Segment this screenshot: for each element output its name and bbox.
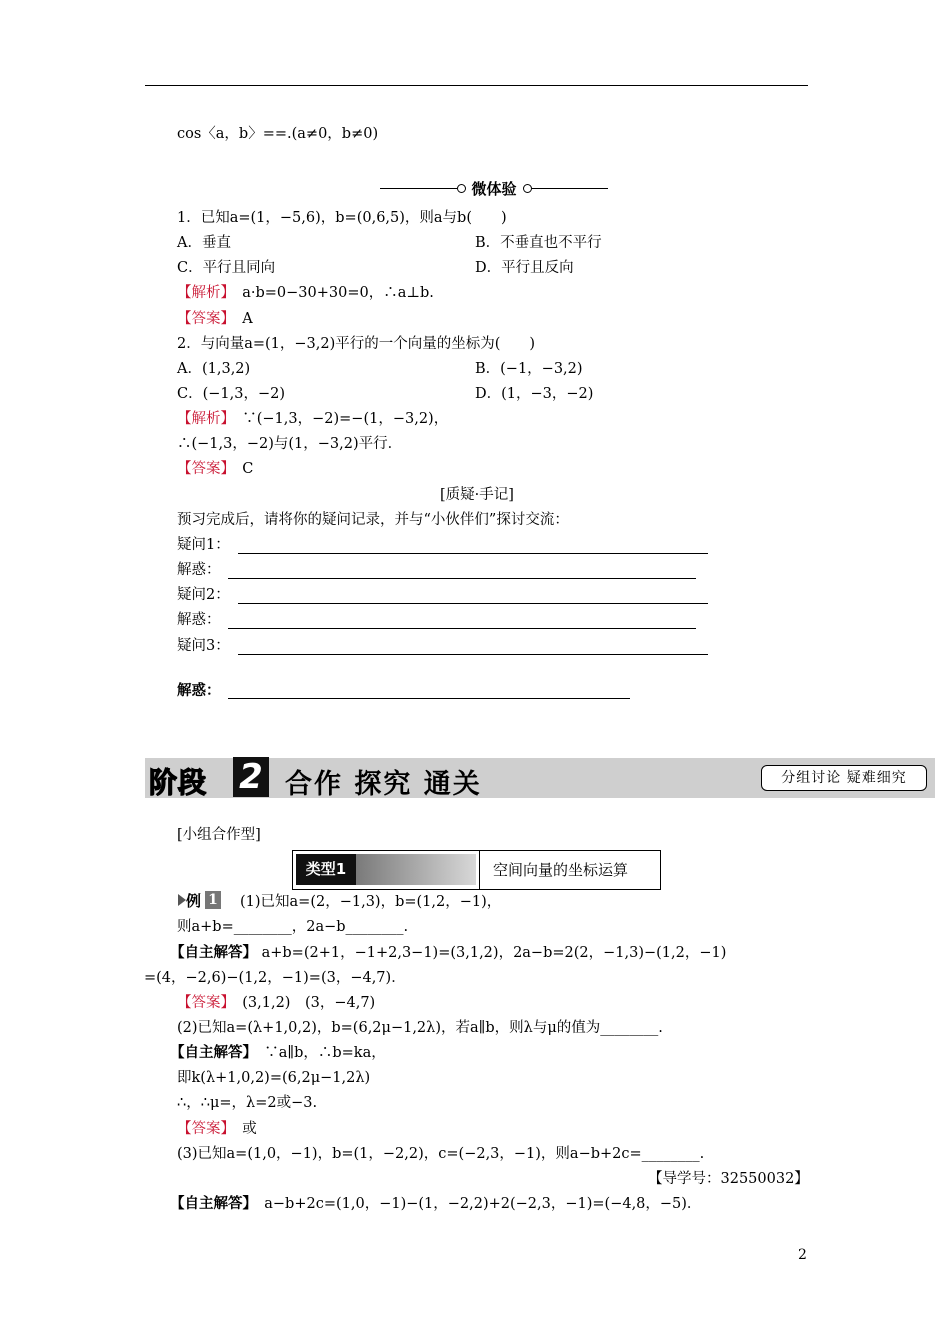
q2-analysis — [177, 409, 448, 429]
heading-dot-right — [523, 184, 532, 193]
answer-2 — [177, 1119, 257, 1139]
q1-option-a: A．垂直 — [177, 235, 231, 251]
self-solution-label: 【自主解答】 — [170, 1044, 250, 1061]
example-marker — [178, 890, 224, 910]
notes-title: [质疑·手记] — [440, 487, 514, 503]
example-triangle-icon — [178, 894, 186, 906]
solution-1-line-2: =(4，−2,6)−(1,2，−1)=(3，−4,7)． — [144, 970, 406, 986]
question-2-label: 疑问2： — [177, 587, 230, 603]
q2-stem: 2．与向量a=(1，−3,2)平行的一个向量的坐标为( ) — [177, 336, 536, 352]
solution-3 — [170, 1194, 701, 1214]
solution-2-line-1 — [170, 1043, 386, 1063]
type-1-divider — [479, 851, 480, 889]
stage-number: 2 — [233, 757, 269, 797]
self-solution-label: 【自主解答】 — [170, 1195, 250, 1212]
answer-3-label: 解惑： — [177, 682, 221, 699]
answer-2-line[interactable] — [228, 628, 696, 629]
stage-banner — [145, 758, 935, 798]
self-solution-label: 【自主解答】 — [170, 944, 257, 961]
solution-1-line-1 — [170, 943, 726, 963]
q1-answer-text: A — [242, 311, 253, 327]
question-1-label: 疑问1： — [177, 537, 230, 553]
micro-experience-title: 微体验 — [471, 179, 517, 198]
answer-label: 【答案】 — [177, 461, 228, 477]
q1-option-c: C．平行且同向 — [177, 260, 276, 276]
micro-experience-heading — [380, 176, 608, 200]
answer-1-text: (3,1,2) (3，−4,7) — [242, 995, 376, 1011]
example-part-1-line-1: (1)已知a=(2，−1,3)，b=(1,2，−1)， — [240, 894, 502, 910]
q1-analysis — [177, 283, 434, 303]
q2-option-c: C．(−1,3，−2) — [177, 386, 285, 402]
analysis-label: 【解析】 — [177, 285, 228, 301]
q1-option-d: D．平行且反向 — [475, 260, 574, 276]
q1-option-b: B．不垂直也不平行 — [475, 235, 602, 251]
question-3-label: 疑问3： — [177, 638, 230, 654]
q2-option-b: B．(−1，−3,2) — [475, 361, 583, 377]
question-1-line[interactable] — [238, 553, 708, 554]
solution-2-line-2: 即k(λ+1,0,2)=(6,2μ−1,2λ) — [177, 1070, 371, 1086]
q2-analysis-text-2: ∴(−1,3，−2)与(1，−3,2)平行． — [177, 436, 403, 452]
group-type-heading: [小组合作型] — [177, 827, 261, 843]
type-1-title: 空间向量的坐标运算 — [493, 861, 629, 879]
analysis-label: 【解析】 — [177, 411, 228, 427]
answer-2-label: 解惑： — [177, 612, 221, 628]
q1-stem: 1．已知a=(1，−5,6)，b=(0,6,5)，则a与b( ) — [177, 210, 507, 226]
q2-analysis-text-1: ∵(−1,3，−2)=−(1，−3,2)， — [242, 411, 449, 427]
answer-label: 【答案】 — [177, 311, 228, 327]
solution-2-line-3: ∴，∴μ=，λ=2或−3. — [177, 1095, 318, 1111]
solution-1-text: a+b=(2+1，−1+2,3−1)=(3,1,2)，2a−b=2(2，−1,3)−(1,2，−1) — [261, 945, 727, 961]
example-part-3: (3)已知a=(1,0，−1)，b=(1，−2,2)，c=(−2,3，−1)，则a−b+2c=________. — [177, 1146, 705, 1162]
example-part-2: (2)已知a=(λ+1,0,2)，b=(6,2μ−1,2λ)，若a∥b，则λ与μ的值为________. — [177, 1020, 663, 1036]
answer-1-label: 解惑： — [177, 562, 221, 578]
answer-1-line[interactable] — [228, 578, 696, 579]
heading-dot-left — [457, 184, 466, 193]
answer-3-line[interactable] — [228, 698, 630, 699]
heading-rule-left — [380, 188, 457, 189]
q1-analysis-text: a·b=0−30+30=0，∴a⊥b. — [242, 285, 434, 301]
heading-rule-right — [532, 188, 609, 189]
example-mark-number: 1 — [205, 891, 221, 909]
answer-label: 【答案】 — [177, 995, 228, 1011]
q2-option-a: A．(1,3,2) — [177, 361, 251, 377]
guide-number: 【导学号：32550032】 — [648, 1171, 809, 1187]
answer-1 — [177, 993, 375, 1013]
example-mark-text: 例 — [186, 892, 202, 910]
cosine-formula: cos〈a，b〉==.(a≠0，b≠0) — [177, 126, 379, 142]
q2-option-d: D．(1，−3，−2) — [475, 386, 594, 402]
q1-answer — [177, 309, 253, 329]
header-rule — [145, 85, 808, 86]
type-1-box — [292, 850, 661, 890]
question-2-line[interactable] — [238, 603, 708, 604]
page-number: 2 — [798, 1247, 807, 1263]
solution-2-text: ∵a∥b，∴b=ka， — [264, 1045, 386, 1061]
q2-answer — [177, 459, 253, 479]
answer-2-text: 或 — [242, 1121, 257, 1137]
question-3-line[interactable] — [238, 654, 708, 655]
notes-intro: 预习完成后，请将你的疑问记录，并与“小伙伴们”探讨交流： — [177, 512, 569, 528]
q2-answer-text: C — [242, 461, 254, 477]
stage-prefix: 阶段 — [149, 766, 208, 799]
stage-tag: 分组讨论 疑难细究 — [761, 765, 927, 791]
answer-label: 【答案】 — [177, 1121, 228, 1137]
solution-3-text: a−b+2c=(1,0，−1)−(1，−2,2)+2(−2,3，−1)=(−4,8，−5)． — [264, 1196, 702, 1212]
type-1-gradient — [356, 854, 476, 885]
stage-title: 合作 探究 通关 — [285, 769, 482, 800]
example-part-1-line-2: 则a+b=________，2a−b________. — [177, 919, 409, 935]
type-1-label: 类型1 — [296, 854, 356, 885]
